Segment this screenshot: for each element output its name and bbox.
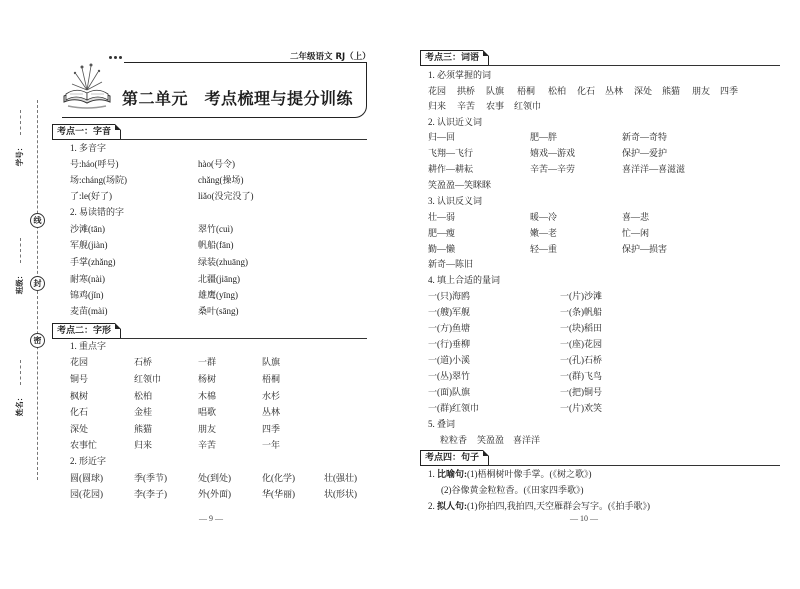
antonym-pair: 保护—损害 [622, 244, 668, 254]
antonym-pair: 新奇—陈旧 [428, 259, 474, 269]
subheading-synonyms: 2. 认识近义词 [428, 117, 483, 127]
antonym-pair: 嫩—老 [530, 228, 558, 238]
polyphone-entry: 了:le(好了) [70, 191, 112, 201]
measure-word-entry: 一(艘)军舰 [428, 307, 470, 317]
must-word: 深处 [634, 86, 653, 96]
synonym-pair: 新奇—奇特 [622, 132, 668, 142]
simile-example: (1)梧桐树叶像手掌。(《树之歌》) [467, 469, 592, 479]
similar-char: 壮(强壮) [324, 473, 357, 483]
section-rule [488, 65, 780, 66]
header-dot [109, 56, 112, 59]
similar-char: 季(季节) [134, 473, 167, 483]
antonym-pair: 肥—瘦 [428, 228, 456, 238]
measure-word-entry: 一(块)稻田 [560, 323, 602, 333]
synonym-pair: 归—回 [428, 132, 456, 142]
synonym-pair: 飞翔—飞行 [428, 148, 474, 158]
synonym-pair: 嬉戏—游戏 [530, 148, 576, 158]
measure-word-entry: 一(座)花园 [560, 339, 602, 349]
subheading-measure-words: 4. 填上合适的量词 [428, 275, 501, 285]
measure-word-entry: 一(道)小溪 [428, 355, 470, 365]
similar-char: 圆(圆球) [70, 473, 103, 483]
measure-word-entry: 一(行)垂柳 [428, 339, 470, 349]
simile-label: 比喻句: [437, 469, 467, 479]
must-word: 松柏 [548, 86, 567, 96]
key-char-word: 农事忙 [70, 440, 98, 450]
must-word: 熊猫 [662, 86, 681, 96]
similar-char: 化(化学) [262, 473, 295, 483]
tricky-entry: 耐寒(nài) [70, 274, 105, 284]
must-word: 拱桥 [457, 86, 476, 96]
key-char-word: 唱歌 [198, 407, 217, 417]
measure-word-entry: 一(只)海鸥 [428, 291, 470, 301]
section-tag-sentences: 考点四：句子 [420, 450, 489, 466]
must-word: 化石 [577, 86, 596, 96]
key-char-word: 石桥 [134, 357, 153, 367]
synonym-pair: 保护—爱护 [622, 148, 668, 158]
key-char-word: 朋友 [198, 424, 217, 434]
synonym-pair: 笑盈盈—笑眯眯 [428, 180, 492, 190]
key-char-word: 深处 [70, 424, 89, 434]
key-char-word: 铜号 [70, 374, 89, 384]
tricky-entry: 帆船(fān) [198, 240, 234, 250]
key-char-word: 水杉 [262, 391, 281, 401]
measure-word-entry: 一(孔)石桥 [560, 355, 602, 365]
unit-title: 第二单元 考点梳理与提分训练 [122, 89, 354, 108]
must-word: 辛苦 [457, 101, 476, 111]
antonym-pair: 勤—懒 [428, 244, 456, 254]
subheading-must-words: 1. 必须掌握的词 [428, 70, 492, 80]
must-word: 花园 [428, 86, 447, 96]
personification-line [428, 500, 650, 512]
measure-word-entry: 一(群)飞鸟 [560, 371, 602, 381]
subheading-similar-chars: 2. 形近字 [70, 456, 107, 466]
key-char-word: 金桂 [134, 407, 153, 417]
tricky-entry: 翠竹(cuì) [198, 224, 233, 234]
running-header: 二年级语文 RJ（上） [290, 52, 371, 62]
must-word: 丛林 [605, 86, 624, 96]
seal-xian: 线 [30, 213, 45, 228]
subheading-reduplicated: 5. 叠词 [428, 419, 456, 429]
tricky-entry: 锦鸡(jǐn) [70, 290, 104, 300]
polyphone-entry: liǎo(没完没了) [198, 191, 254, 201]
class-fill-line [20, 238, 21, 263]
tricky-entry: 军舰(jiàn) [70, 240, 108, 250]
antonym-pair: 暖—冷 [530, 212, 558, 222]
page-number-left: — 9 — [199, 514, 223, 523]
section-rule [120, 139, 367, 140]
class-label: 班级： [15, 271, 24, 295]
similar-char: 园(花园) [70, 489, 103, 499]
seal-mi: 密 [30, 333, 45, 348]
open-book-icon [58, 60, 116, 110]
similar-char: 李(李子) [134, 489, 167, 499]
key-char-word: 四季 [262, 424, 281, 434]
header-dot [114, 56, 117, 59]
synonym-pair: 辛苦—辛劳 [530, 164, 576, 174]
key-char-word: 丛林 [262, 407, 281, 417]
tricky-entry: 雄鹰(yīng) [198, 290, 238, 300]
section-tag-vocabulary: 考点三：词语 [420, 50, 489, 66]
name-fill-line [20, 360, 21, 385]
student-no-fill-line [20, 110, 21, 135]
similar-char: 状(形状) [324, 489, 357, 499]
seal-feng: 封 [30, 276, 45, 291]
antonym-pair: 壮—弱 [428, 212, 456, 222]
page-number-right: — 10 — [570, 514, 598, 523]
synonym-pair: 喜洋洋—喜滋滋 [622, 164, 686, 174]
must-word: 归来 [428, 101, 447, 111]
tricky-entry: 桑叶(sāng) [198, 306, 239, 316]
tricky-entry: 手掌(zhǎng) [70, 257, 116, 267]
key-char-word: 熊猫 [134, 424, 153, 434]
personification-example: (1)你拍四,我拍四,天空雁群会写字。(《拍手歌》) [467, 501, 650, 511]
measure-word-entry: 一(片)沙滩 [560, 291, 602, 301]
tricky-entry: 沙滩(tān) [70, 224, 105, 234]
subheading-key-chars: 1. 重点字 [70, 341, 107, 351]
must-word: 农事 [486, 101, 505, 111]
section-rule [120, 338, 367, 339]
measure-word-entry: 一(丛)翠竹 [428, 371, 470, 381]
simile-example: (2)谷像黄金粒粒香。(《田家四季歌》) [441, 485, 584, 495]
student-no-label: 学号： [15, 143, 24, 167]
must-word: 红领巾 [514, 101, 542, 111]
polyphone-entry: hào(号令) [198, 159, 235, 169]
key-char-word: 归来 [134, 440, 153, 450]
key-char-word: 松柏 [134, 391, 153, 401]
tricky-entry: 绿装(zhuāng) [198, 257, 248, 267]
personification-number: 2. [428, 501, 435, 511]
subheading-tricky-chars: 2. 易读错的字 [70, 207, 125, 217]
measure-word-entry: 一(条)帆船 [560, 307, 602, 317]
measure-word-entry: 一(片)欢笑 [560, 403, 602, 413]
key-char-word: 红领巾 [134, 374, 162, 384]
subheading-antonyms: 3. 认识反义词 [428, 196, 483, 206]
simile-line [428, 468, 592, 480]
must-word: 梧桐 [517, 86, 536, 96]
section-rule [488, 465, 780, 466]
section-tag-pronunciation: 考点一：字音 [52, 124, 121, 140]
key-char-word: 杨树 [198, 374, 217, 384]
reduplicated-word: 笑盈盈 [477, 435, 505, 445]
subheading-polyphones: 1. 多音字 [70, 143, 107, 153]
key-char-word: 辛苦 [198, 440, 217, 450]
synonym-pair: 肥—胖 [530, 132, 558, 142]
measure-word-entry: 一(把)铜号 [560, 387, 602, 397]
personification-label: 拟人句: [437, 501, 467, 511]
name-label: 姓名： [15, 393, 24, 417]
section-tag-glyphs: 考点二：字形 [52, 323, 121, 339]
key-char-word: 枫树 [70, 391, 89, 401]
must-word: 队旗 [486, 86, 505, 96]
antonym-pair: 忙—闲 [622, 228, 650, 238]
measure-word-entry: 一(面)队旗 [428, 387, 470, 397]
key-char-word: 一群 [198, 357, 217, 367]
must-word: 四季 [720, 86, 739, 96]
reduplicated-word: 粒粒香 [440, 435, 468, 445]
measure-word-entry: 一(群)红领巾 [428, 403, 479, 413]
key-char-word: 队旗 [262, 357, 281, 367]
key-char-word: 一年 [262, 440, 281, 450]
key-char-word: 梧桐 [262, 374, 281, 384]
reduplicated-word: 喜洋洋 [513, 435, 541, 445]
tricky-entry: 北疆(jiāng) [198, 274, 240, 284]
tricky-entry: 麦苗(mài) [70, 306, 108, 316]
measure-word-entry: 一(方)鱼塘 [428, 323, 470, 333]
similar-char: 处(到处) [198, 473, 231, 483]
polyphone-entry: chǎng(操场) [198, 175, 244, 185]
header-dot [119, 56, 122, 59]
simile-number: 1. [428, 469, 435, 479]
polyphone-entry: 场:cháng(场院) [70, 175, 127, 185]
similar-char: 华(华丽) [262, 489, 295, 499]
antonym-pair: 轻—重 [530, 244, 558, 254]
must-word: 朋友 [692, 86, 711, 96]
key-char-word: 花园 [70, 357, 89, 367]
antonym-pair: 喜—悲 [622, 212, 650, 222]
polyphone-entry: 号:háo(呼号) [70, 159, 119, 169]
key-char-word: 木棉 [198, 391, 217, 401]
key-char-word: 化石 [70, 407, 89, 417]
similar-char: 外(外面) [198, 489, 231, 499]
synonym-pair: 耕作—耕耘 [428, 164, 474, 174]
